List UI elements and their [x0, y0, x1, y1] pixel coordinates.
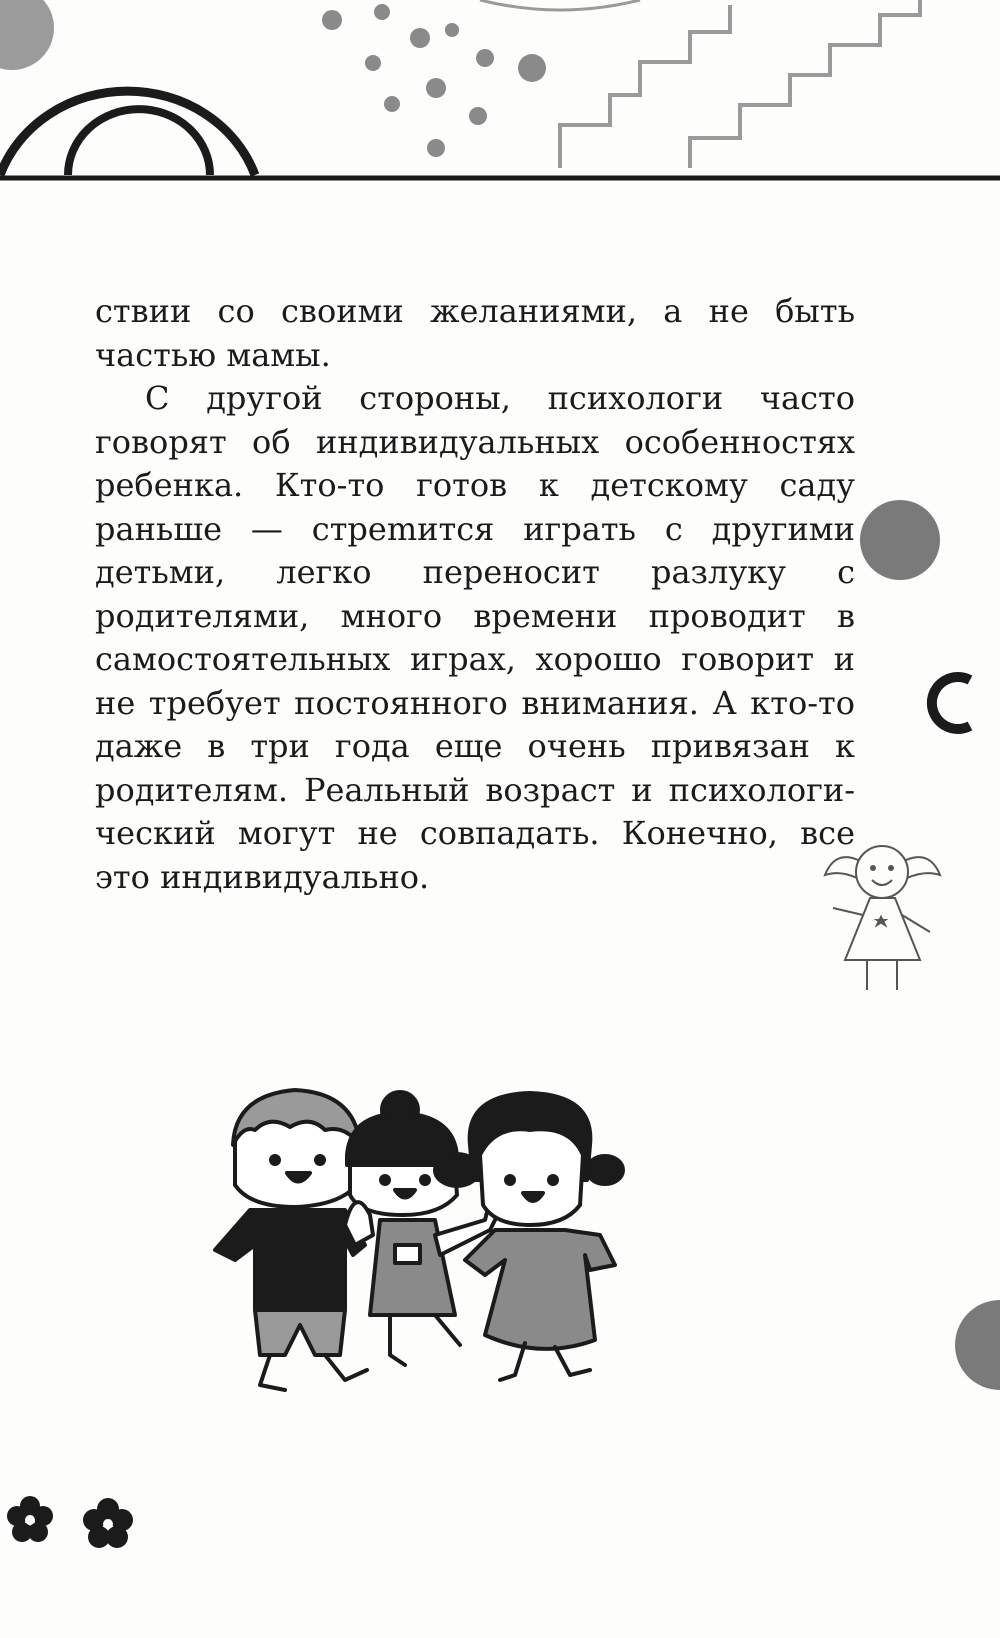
faint-arc-icon	[480, 0, 640, 10]
paragraph: ствии со своими желаниями, а не быть частью мамы.	[95, 292, 855, 374]
footer-flowers	[0, 1480, 160, 1560]
paragraph: С другой стороны, психологи часто говорят об индивидуальных особенностях ребенка. Кто-то готов к детскому саду раньше — стреmится играть с другими детьми, легко переносит разлуку с родителями, много времени проводит в самостоятельных играх, хорошо говорит и не требует постоянного внимания. А кто-то даже в три года еще очень привязан к родителям. Реальный возраст и психологический могут не совпадать. Конечно, все это индивидуально.	[95, 379, 855, 896]
gray-circle-icon	[855, 495, 945, 585]
arches-icon	[0, 91, 255, 175]
stairs-icon	[560, 0, 920, 168]
partial-ring-icon	[918, 668, 978, 738]
gray-blob-icon	[0, 0, 54, 70]
three-children-running-illustration	[195, 1085, 675, 1455]
dots-icon	[322, 4, 546, 157]
boy-figure	[215, 1090, 367, 1390]
header-decoration	[0, 0, 1000, 200]
body-text	[95, 290, 855, 899]
flower-icon	[7, 1496, 53, 1542]
half-circle-icon	[930, 1295, 1000, 1395]
girl-doodle-icon	[815, 830, 950, 1000]
flower-icon	[83, 1498, 133, 1548]
